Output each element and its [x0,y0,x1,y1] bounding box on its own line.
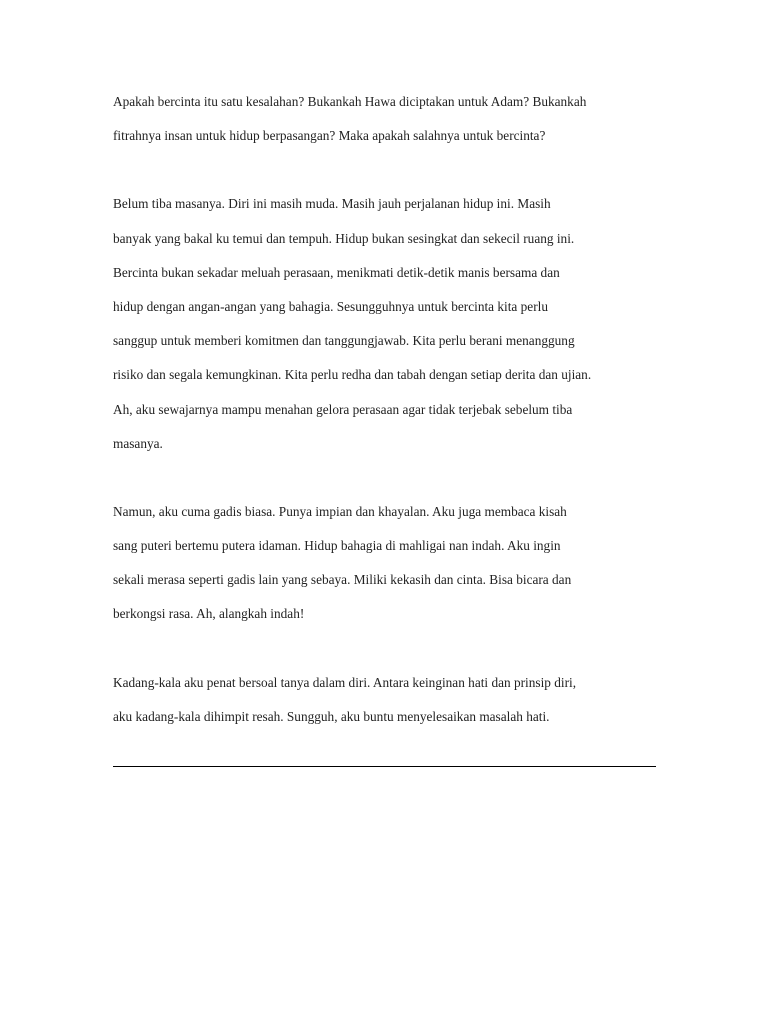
horizontal-rule [113,766,656,767]
paragraph-4 [113,669,663,737]
text-line: fitrahnya insan untuk hidup berpasangan? Maka apakah salahnya untuk bercinta? [113,128,546,144]
text-line: risiko dan segala kemungkinan. Kita perlu redha dan tabah dengan setiap derita dan ujian. [113,367,592,383]
text-line: Kadang-kala aku penat bersoal tanya dalam diri. Antara keinginan hati dan prinsip diri, [113,674,577,690]
paragraph-spacer [113,156,663,190]
text-line: sekali merasa seperti gadis lain yang sebaya. Miliki kekasih dan cinta. Bisa bicara dan [113,572,572,588]
text-line: sanggup untuk memberi komitmen dan tanggungjawab. Kita perlu berani menanggung [113,333,575,349]
text-line: aku kadang-kala dihimpit resah. Sungguh, aku buntu menyelesaikan masalah hati. [113,708,550,724]
text-line: hidup dengan angan-angan yang bahagia. Sesungguhnya untuk bercinta kita perlu [113,298,548,314]
text-line: Ah, aku sewajarnya mampu menahan gelora perasaan agar tidak terjebak sebelum tiba [113,401,573,417]
text-line: Bercinta bukan sekadar meluah perasaan, menikmati detik-detik manis bersama dan [113,264,560,280]
paragraph-1 [113,88,663,156]
paragraph-spacer [113,464,663,498]
paragraph-2 [113,190,663,464]
text-line: berkongsi rasa. Ah, alangkah indah! [113,606,305,622]
text-line: Apakah bercinta itu satu kesalahan? Bukankah Hawa diciptakan untuk Adam? Bukankah [113,94,587,109]
paragraph-spacer [113,635,663,669]
body-text [113,88,663,737]
text-line: sang puteri bertemu putera idaman. Hidup bahagia di mahligai nan indah. Aku ingin [113,538,561,554]
text-line: Belum tiba masanya. Diri ini masih muda. Masih jauh perjalanan hidup ini. Masih [113,196,551,212]
text-line: banyak yang bakal ku temui dan tempuh. Hidup bukan sesingkat dan sekecil ruang ini. [113,230,575,246]
paragraph-3 [113,498,663,635]
text-line: masanya. [113,435,163,451]
text-line: Namun, aku cuma gadis biasa. Punya impian dan khayalan. Aku juga membaca kisah [113,503,567,519]
